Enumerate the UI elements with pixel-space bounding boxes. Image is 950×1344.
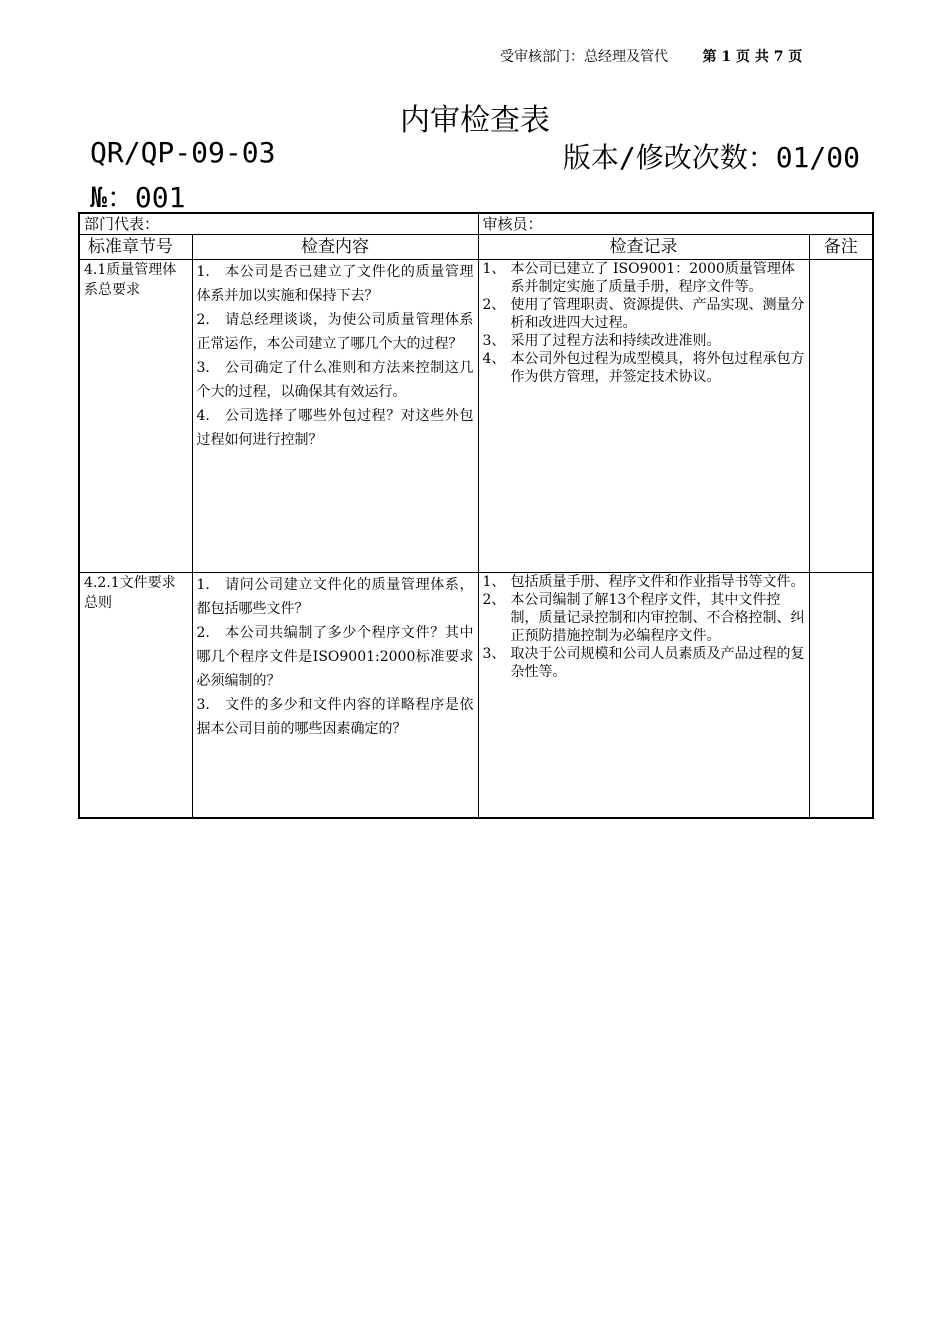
auditor-label: 审核员： xyxy=(482,215,543,233)
department-rep-cell xyxy=(79,213,478,235)
table-row xyxy=(79,260,873,573)
page-header xyxy=(500,46,802,66)
records-list xyxy=(483,573,805,681)
questions-cell xyxy=(192,573,478,819)
column-header-records: 检查记录 xyxy=(478,235,809,260)
question-item: 2. 本公司共编制了多少个程序文件？其中哪几个程序文件是ISO9001:2000标准要求必须编制的？ xyxy=(196,625,474,689)
records-list xyxy=(483,260,805,386)
column-header-content: 检查内容 xyxy=(192,235,478,260)
question-item: 1. 本公司是否已建立了文件化的质量管理体系并加以实施和保持下去？ xyxy=(196,264,474,304)
question-item: 2. 请总经理谈谈，为使公司质量管理体系正常运作，本公司建立了哪几个大的过程？ xyxy=(196,312,474,352)
department-rep-label: 部门代表： xyxy=(84,215,160,233)
doc-code: QR/QP-09-03 xyxy=(90,136,276,169)
section-cell: 4.2.1文件要求总则 xyxy=(79,573,192,819)
question-item: 3. 文件的多少和文件内容的详略程序是依据本公司目前的哪些因素确定的？ xyxy=(196,697,474,737)
representative-row xyxy=(79,213,873,235)
version-info: 版本/修改次数：01/00 xyxy=(562,141,860,174)
doc-number: №：001 xyxy=(90,181,186,214)
records-cell xyxy=(478,573,809,819)
audit-checklist-table xyxy=(78,212,874,819)
record-item: 1、 本公司已建立了 ISO9001：2000质量管理体系并制定实施了质量手册，程序文件等。 xyxy=(482,261,795,295)
table-row xyxy=(79,573,873,819)
page-info: 第 1 页 共 7 页 xyxy=(702,49,803,65)
column-header-section: 标准章节号 xyxy=(79,235,192,260)
record-item: 2、 本公司编制了解13个程序文件，其中文件控制，质量记录控制和内审控制、不合格控制、纠正预防措施控制为必编程序文件。 xyxy=(482,592,805,644)
record-item: 3、 采用了过程方法和持续改进准则。 xyxy=(482,333,721,349)
record-item: 2、 使用了管理职责、资源提供、产品实现、测量分析和改进四大过程。 xyxy=(482,297,805,331)
question-item: 4. 公司选择了哪些外包过程？对这些外包过程如何进行控制？ xyxy=(196,408,474,448)
column-header-remark: 备注 xyxy=(809,235,873,260)
questions-cell xyxy=(192,260,478,573)
section-cell: 4.1质量管理体系总要求 xyxy=(79,260,192,573)
records-cell xyxy=(478,260,809,573)
question-item: 3. 公司确定了什么准则和方法来控制这几个大的过程，以确保其有效运行。 xyxy=(196,360,474,400)
remark-cell xyxy=(809,260,873,573)
record-item: 4、 本公司外包过程为成型模具，将外包过程承包方作为供方管理，并签定技术协议。 xyxy=(482,351,805,385)
page-title: 内审检查表 xyxy=(400,103,550,138)
question-item: 1. 请问公司建立文件化的质量管理体系，都包括哪些文件？ xyxy=(196,577,474,617)
auditor-cell xyxy=(478,213,873,235)
record-item: 1、 包括质量手册、程序文件和作业指导书等文件。 xyxy=(482,574,805,590)
remark-cell xyxy=(809,573,873,819)
record-item: 3、 取决于公司规模和公司人员素质及产品过程的复杂性等。 xyxy=(482,646,805,680)
audited-department: 受审核部门：总经理及管代 xyxy=(500,49,668,65)
table-header-row xyxy=(79,235,873,260)
